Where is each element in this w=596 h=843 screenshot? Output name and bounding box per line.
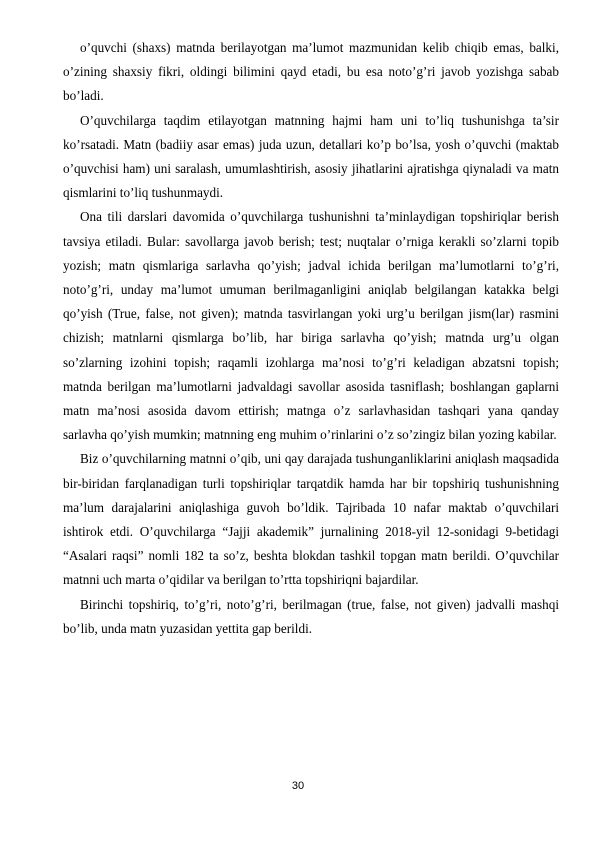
paragraph-3: Ona tili darslari davomida o’quvchilarga tushunishni ta’minlaydigan topshiriqlar berish tavsiya etiladi. Bular: savollarga javob berish; test; nuqtalar o’rniga kerakli so’zlarni topib yozish; matn qismlariga sarlavha qo’yish; jadval ichida berilgan ma’lumotlarni to’g’ri, noto’g’ri, unday ma’lumot umuman berilmaganligini aniqlab belgilangan katakka belgi qo’yish (True, false, not given); matnda tasvirlangan yoki urg’u berilgan jism(lar) rasmini chizish; matnlarni qismlarga bo’lib, har biriga sarlavha qo’yish; matnda urg’u olgan so’zlarning izohini topish; raqamli izohlarga ma’nosi to’g’ri keladigan abzatsni topish; matnda berilgan ma’lumotlarni jadvaldagi savollar asosida tasniflash; boshlangan gaplarni matn ma’nosi asosida davom ettirish; matnga o’z sarlavhasidan tashqari yana qanday sarlavha qo’yish mumkin; matnning eng muhim o’rinlarini o’z so’zingiz bilan yozing kabilar. (63, 209, 559, 443)
body-text (63, 36, 559, 641)
paragraph-1: o’quvchi (shaxs) matnda berilayotgan ma’lumot mazmunidan kelib chiqib emas, balki, o’zining shaxsiy fikri, oldingi bilimini qayd etadi, bu esa noto’g’ri javob yozishga sabab bo’ladi. (63, 40, 559, 104)
paragraph-5: Birinchi topshiriq, to’g’ri, noto’g’ri, berilmagan (true, false, not given) jadvalli mashqi bo’lib, unda matn yuzasidan yettita gap berildi. (63, 596, 559, 636)
page-number: 30 (291, 780, 305, 792)
paragraph-2: O’quvchilarga taqdim etilayotgan matnning hajmi ham uni to’liq tushunishga ta’sir ko’rsatadi. Matn (badiiy asar emas) juda uzun, detallari ko’p bo’lsa, yosh o’quvchi (maktab o’quvchisi ham) uni saralash, umumlashtirish, asosiy jihatlarini ajratishga qiynaladi va matn qismlarini to’liq tushunmaydi. (63, 112, 559, 201)
paragraph-4: Biz o’quvchilarning matnni o’qib, uni qay darajada tushunganliklarini aniqlash maqsadida bir-biridan farqlanadigan turli topshiriqlar tarqatdik hamda har bir topshiriq tushunishning ma’lum darajalarini aniqlashiga guvoh bo’ldik. Tajribada 10 nafar maktab o’quvchilari ishtirok etdi. O’quvchilarga “Jajji akademik” jurnalining 2018-yil 12-sonidagi 9-betidagi “Asalari raqsi” nomli 182 ta so’z, beshta blokdan tashkil topgan matn berildi. O’quvchilar matnni uch marta o’qidilar va berilgan to’rtta topshiriqni bajardilar. (63, 451, 559, 588)
